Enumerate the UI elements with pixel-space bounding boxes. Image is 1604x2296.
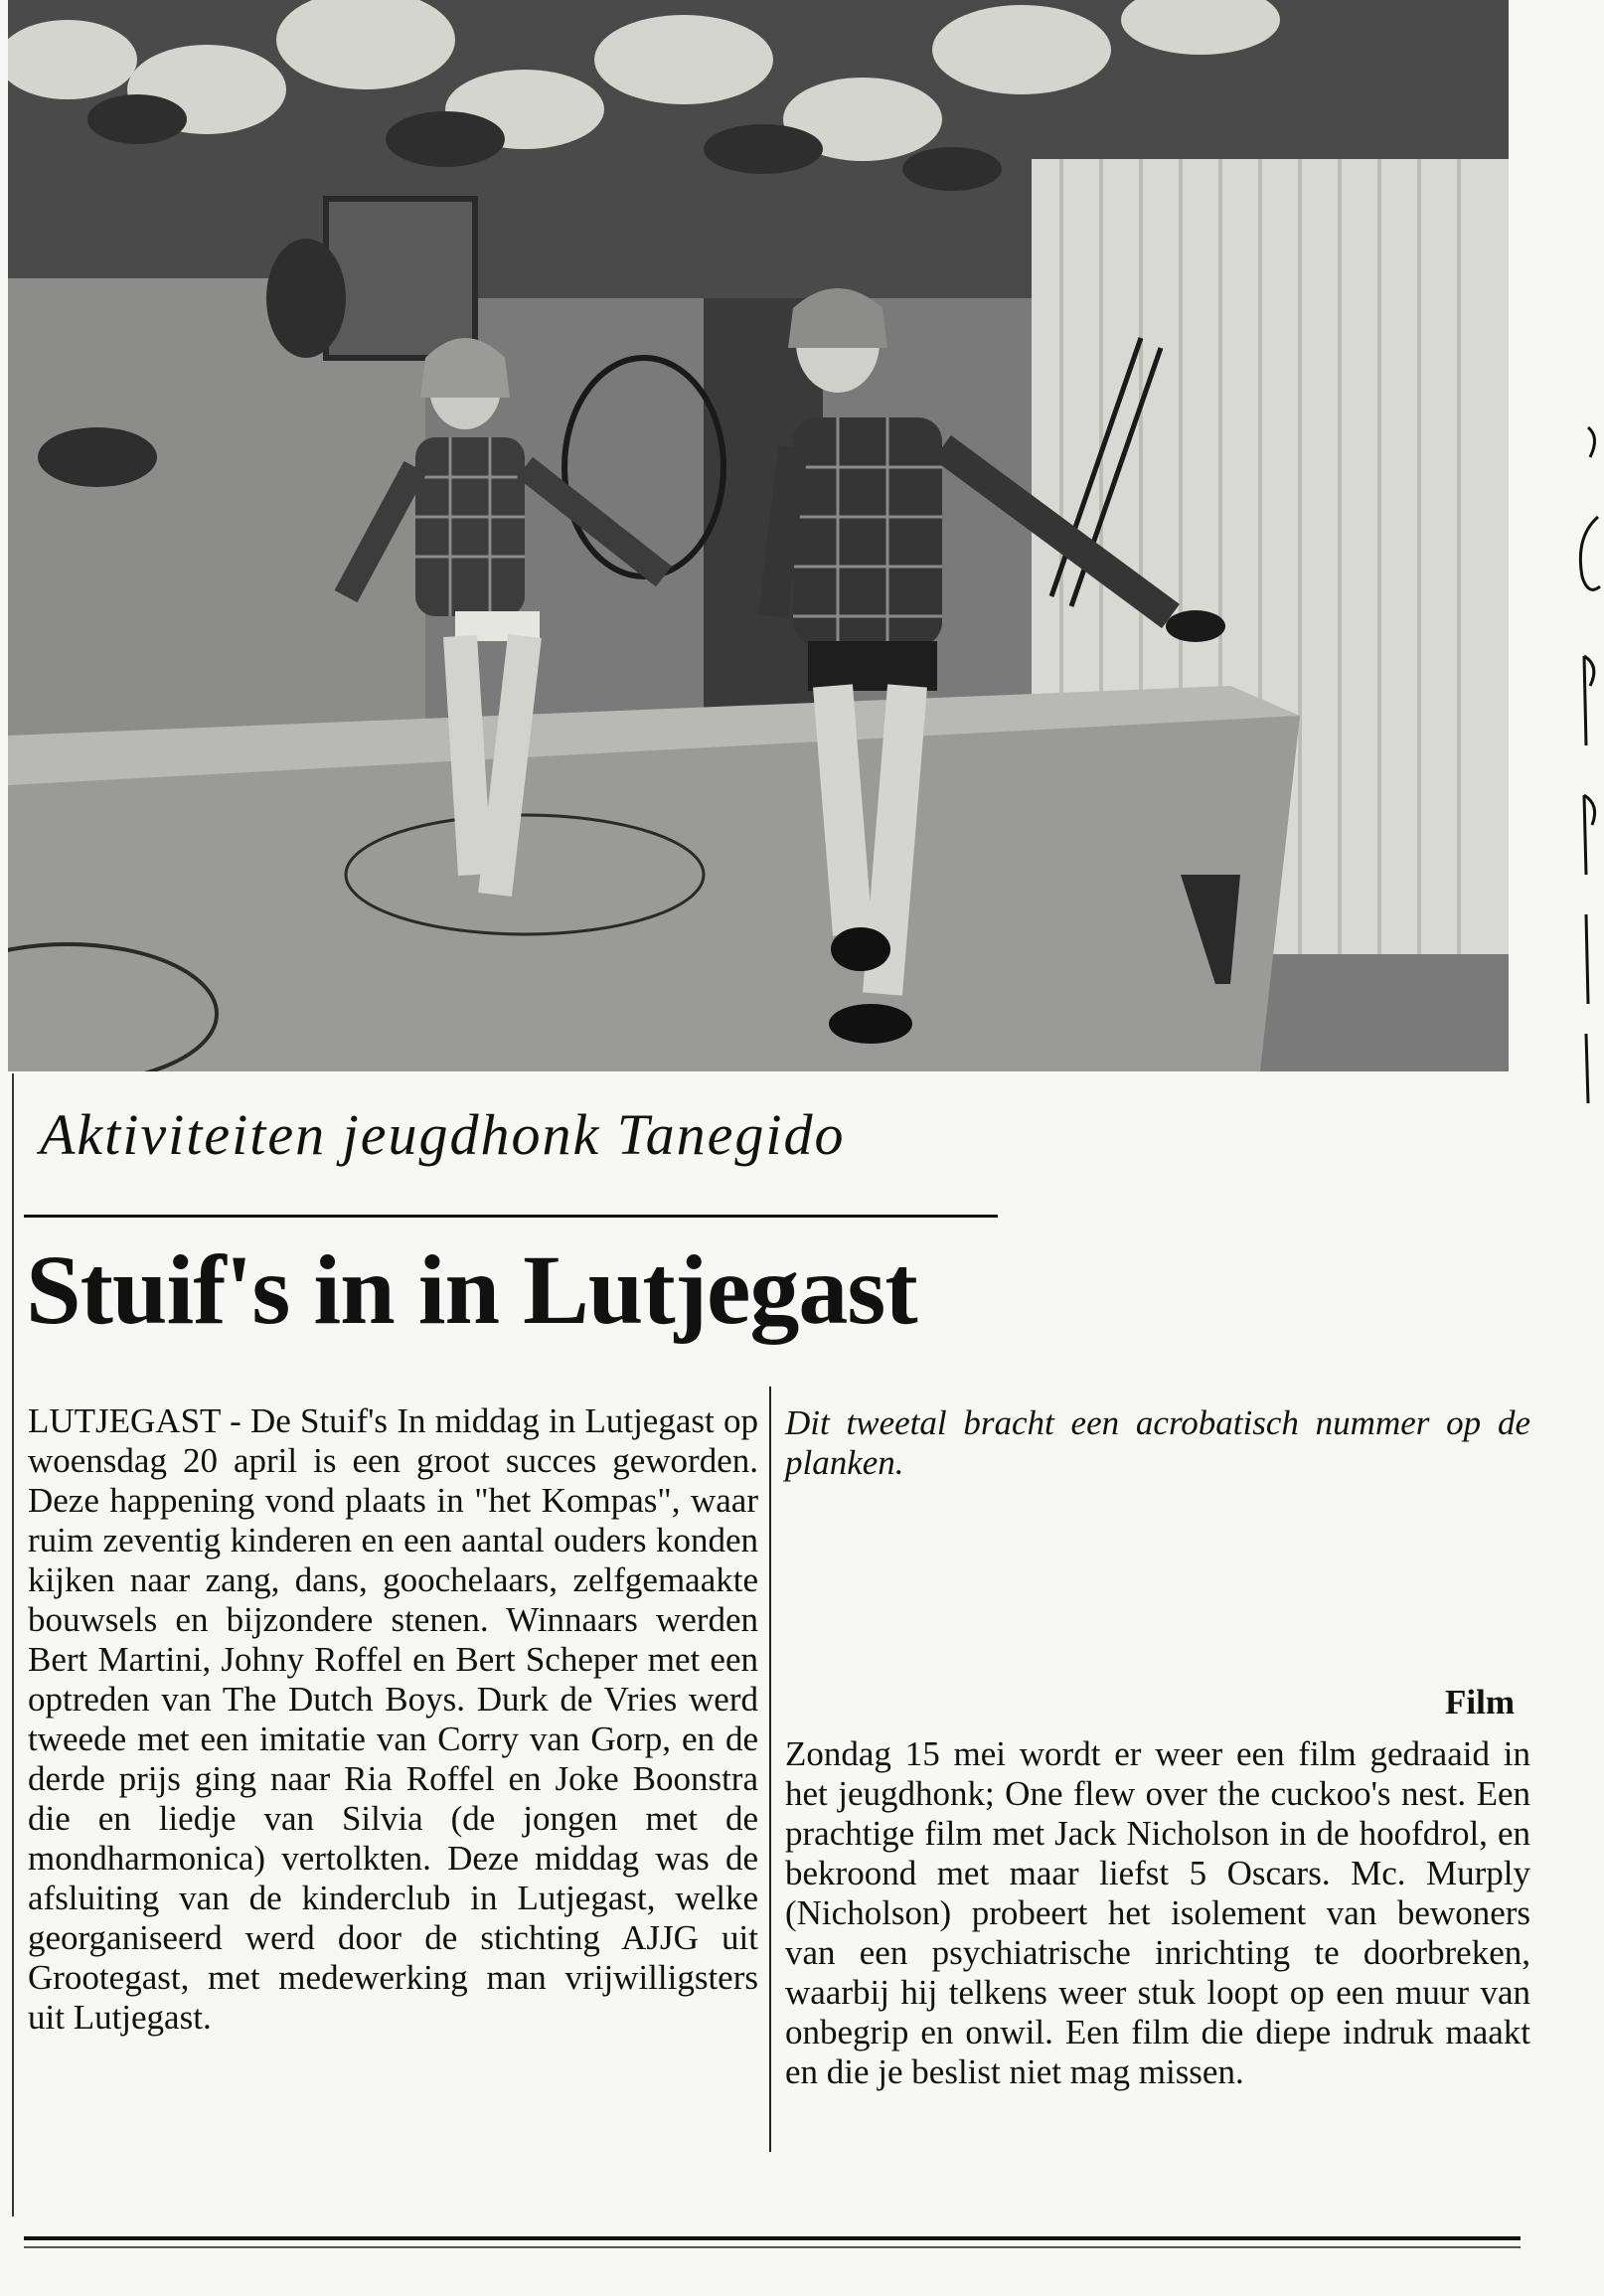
article-headline: Stuif's in in Lutjegast xyxy=(26,1234,917,1345)
column-divider xyxy=(769,1387,771,2152)
article-body-left: LUTJEGAST - De Stuif's In middag in Lutjegast op woensdag 20 april is een groot succes geworden. Deze happening vond plaats in "het Kompas", waar ruim zeventig kinderen en een aantal ouders konden kijken naar zang, dans, goochelaars, zelfgemaakte bouwsels en bijzondere stenen. Winnaars werden Bert Martini, Johny Roffel en Bert Scheper met een optreden van The Dutch Boys. Durk de Vries werd tweede met een imitatie van Corry van Gorp, en de derde prijs ging naar Ria Roffel en Joke Boonstra die en liedje van Silvia (de jongen met de mondharmonica) vertolkten. Deze middag was de afsluiting van de kinderclub in Lutjegast, welke georganiseerd werd door de stichting AJJG uit Grootegast, met medewerking man vrijwilligsters uit Lutjegast. xyxy=(28,1401,758,2037)
film-subheading: Film xyxy=(1445,1683,1515,1722)
photo-dancers-image xyxy=(8,0,1509,1071)
photo-caption: Dit tweetal bracht een acrobatisch nummer op de planken. xyxy=(785,1403,1530,1482)
left-margin-line xyxy=(12,1073,14,2216)
headline-rule xyxy=(24,1215,998,1218)
article-body-right: Zondag 15 mei wordt er weer een film gedraaid in het jeugdhonk; One flew over the cuckoo's nest. Een prachtige film met Jack Nicholson in de hoofdrol, en bekroond met maar liefst 5 Oscars. Mc. Murply (Nicholson) probeert het isolement van bewoners van een psychiatrische inrichting te doorbreken, waarbij hij telkens weer stuk loopt op een muur van onbegrip en onwil. Een film die diepe indruk maakt en die je beslist niet mag missen. xyxy=(785,1734,1530,2091)
article-photo xyxy=(8,0,1509,1071)
handwritten-marks xyxy=(1570,417,1604,1113)
bottom-rule xyxy=(24,2236,1521,2240)
bottom-rule-thin xyxy=(24,2246,1521,2248)
section-title: Aktiviteiten jeugdhonk Tanegido xyxy=(40,1102,846,1167)
